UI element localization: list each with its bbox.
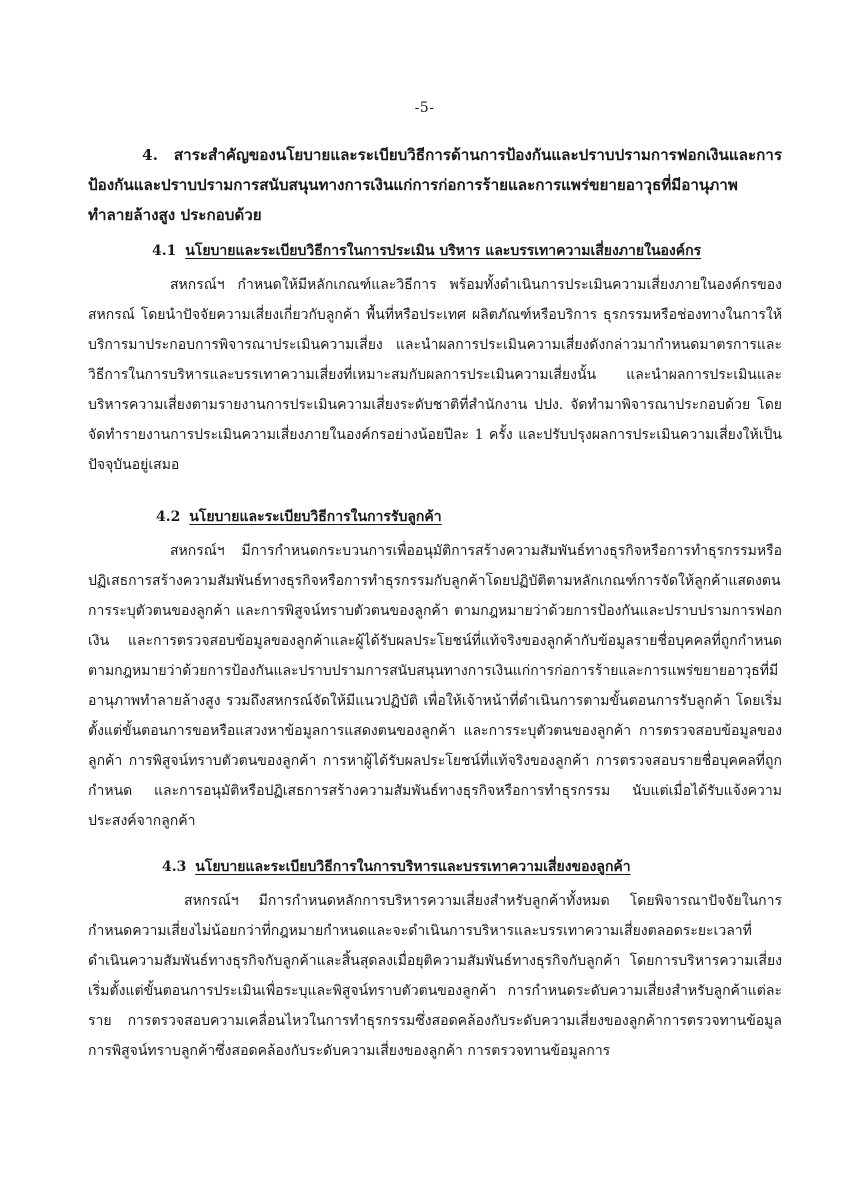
- subsection-heading-4-2: [156, 502, 442, 532]
- subsection-title: นโยบายและระเบียบวิธีการในการรับลูกค้า: [189, 509, 442, 525]
- subsection-title: นโยบายและระเบียบวิธีการในการประเมิน บริหาร และบรรเทาความเสี่ยงภายในองค์กร: [185, 243, 702, 259]
- section-heading: 4. สาระสำคัญของนโยบายและระเบียบวิธีการด้านการป้องกันและปราบปรามการฟอกเงินและการป้องกันและปราบปรามการสนับสนุนทางการเงินแก่การก่อการร้ายและการแพร่ขยายอาวุธที่มีอานุภาพทำลายล้างสูง ประกอบด้วย: [88, 146, 782, 224]
- subsection-number: 4.3: [162, 859, 187, 875]
- subsection-number: 4.2: [156, 509, 181, 525]
- subsection-body-4-2: สหกรณ์ฯ มีการกำหนดกระบวนการเพื่ออนุมัติการสร้างความสัมพันธ์ทางธุรกิจหรือการทำธุรกรรมหรือปฏิเสธการสร้างความสัมพันธ์ทางธุรกิจหรือการทำธุรกรรมกับลูกค้าโดยปฏิบัติตามหลักเกณฑ์การจัดให้ลูกค้าแสดงตน การระบุตัวตนของลูกค้า และการพิสูจน์ทราบตัวตนของลูกค้า ตามกฎหมายว่าด้วยการป้องกันและปราบปรามการฟอกเงิน และการตรวจสอบข้อมูลของลูกค้าและผู้ได้รับผลประโยชน์ที่แท้จริงของลูกค้ากับข้อมูลรายชื่อบุคคลที่ถูกกำหนด ตามกฎหมายว่าด้วยการป้องกันและปราบปรามการสนับสนุนทางการเงินแก่การก่อการร้ายและการแพร่ขยายอาวุธที่มีอานุภาพทำลายล้างสูง รวมถึงสหกรณ์จัดให้มีแนวปฏิบัติ เพื่อให้เจ้าหน้าที่ดำเนินการตามขั้นตอนการรับลูกค้า โดยเริ่มตั้งแต่ขั้นตอนการขอหรือแสวงหาข้อมูลการแสดงตนของลูกค้า และการระบุตัวตนของลูกค้า การตรวจสอบข้อมูลของลูกค้า การพิสูจน์ทราบตัวตนของลูกค้า การหาผู้ได้รับผลประโยชน์ที่แท้จริงของลูกค้า การตรวจสอบรายชื่อบุคคลที่ถูกกำหนด และการอนุมัติหรือปฏิเสธการสร้างความสัมพันธ์ทางธุรกิจหรือการทำธุรกรรม นับแต่เมื่อได้รับแจ้งความประสงค์จากลูกค้า: [88, 543, 782, 829]
- subsection-heading-4-3: [162, 852, 631, 882]
- page-number: -5-: [414, 100, 435, 116]
- subsection-body-4-1: สหกรณ์ฯ กำหนดให้มีหลักเกณฑ์และวิธีการ พร้อมทั้งดำเนินการประเมินความเสี่ยงภายในองค์กรของสหกรณ์ โดยนำปัจจัยความเสี่ยงเกี่ยวกับลูกค้า พื้นที่หรือประเทศ ผลิตภัณฑ์หรือบริการ ธุรกรรมหรือช่องทางในการให้บริการมาประกอบการพิจารณาประเมินความเสี่ยง และนำผลการประเมินความเสี่ยงดังกล่าวมากำหนดมาตรการและวิธีการในการบริหารและบรรเทาความเสี่ยงที่เหมาะสมกับผลการประเมินความเสี่ยงนั้น และนำผลการประเมินและบริหารความเสี่ยงตามรายงานการประเมินความเสี่ยงระดับชาติที่สำนักงาน ปปง. จัดทำมาพิจารณาประกอบด้วย โดยจัดทำรายงานการประเมินความเสี่ยงภายในองค์กรอย่างน้อยปีละ 1 ครั้ง และปรับปรุงผลการประเมินความเสี่ยงให้เป็นปัจจุบันอยู่เสมอ: [88, 277, 782, 473]
- subsection-number: 4.1: [152, 243, 177, 259]
- subsection-heading-4-1: [152, 236, 701, 266]
- subsection-title: นโยบายและระเบียบวิธีการในการบริหารและบรรเทาความเสี่ยงของลูกค้า: [195, 859, 631, 875]
- subsection-body-4-3: สหกรณ์ฯ มีการกำหนดหลักการบริหารความเสี่ยงสำหรับลูกค้าทั้งหมด โดยพิจารณาปัจจัยในการกำหนดความเสี่ยงไม่น้อยกว่าที่กฎหมายกำหนดและจะดำเนินการบริหารและบรรเทาความเสี่ยงตลอดระยะเวลาที่ดำเนินความสัมพันธ์ทางธุรกิจกับลูกค้าและสิ้นสุดลงเมื่อยุติความสัมพันธ์ทางธุรกิจกับลูกค้า โดยการบริหารความเสี่ยง เริ่มตั้งแต่ขั้นตอนการประเมินเพื่อระบุและพิสูจน์ทราบตัวตนของลูกค้า การกำหนดระดับความเสี่ยงสำหรับลูกค้าแต่ละราย การตรวจสอบความเคลื่อนไหวในการทำธุรกรรมซึ่งสอดคล้องกับระดับความเสี่ยงของลูกค้าการตรวจทานข้อมูลการพิสูจน์ทราบลูกค้าซึ่งสอดคล้องกับระดับความเสี่ยงของลูกค้า การตรวจทานข้อมูลการ: [88, 893, 782, 1059]
